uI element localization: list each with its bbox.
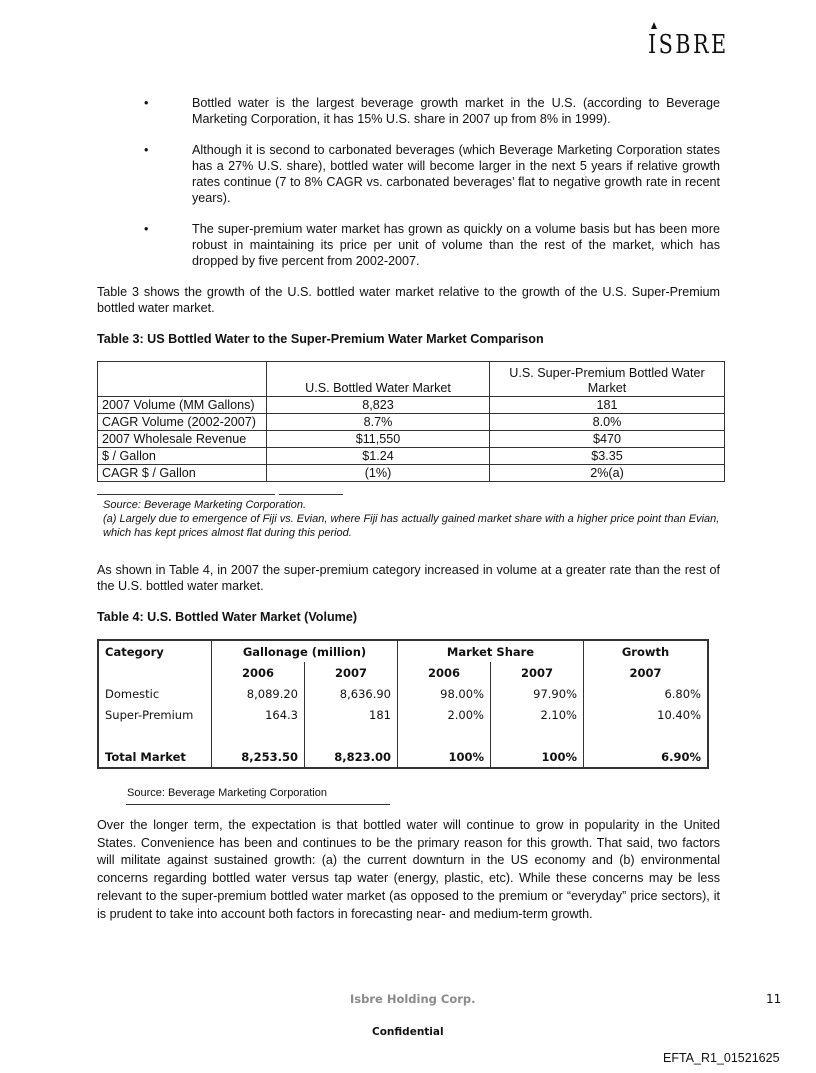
cell-gal-2007: 181 [305,704,398,725]
page-content [97,95,720,923]
table4-title: Table 4: U.S. Bottled Water Market (Volume) [97,610,358,624]
table3 [97,361,725,482]
table3-header-blank [98,362,267,397]
bullet-list [97,95,720,269]
header-gallonage: Gallonage (million) [212,640,398,662]
bullet-item [97,95,720,127]
row-label: CAGR Volume (2002-2007) [98,414,267,431]
cell-gal-2007: 8,823.00 [305,746,398,768]
header-growth-2007: 2007 [629,665,662,680]
bullet-marker: • [144,143,149,157]
header-gal-2006: 2006 [241,665,274,680]
blank-cell [98,662,212,683]
spacer-cell [491,725,584,746]
row-category: Super-Premium [98,704,212,725]
paragraph-outlook: Over the longer term, the expectation is that bottled water will continue to grow in popularity in the United States. Convenience has been and continues to be the primary reason for this growth. That said, two factors will militate against sustained growth: (a) the current downturn in the US economy and (b) environmental concerns regarding bottled water versus tap water (energy, plastic, etc). While these concerns may be less relevant to the super-premium bottled water market (as opposed to the premium or “everyday” price sectors), it is prudent to take into account both factors in forecasting near- and medium-term growth. [97,818,720,921]
table3-header-row [98,362,725,397]
table-row [98,465,725,482]
table-row [98,431,725,448]
header-market-share: Market Share [398,640,584,662]
cell-share-2006: 100% [448,749,484,764]
table-row-total [98,746,708,768]
cell-growth-2007: 6.80% [664,686,701,701]
bullet-marker: • [144,222,149,236]
row-label: 2007 Volume (MM Gallons) [98,397,267,414]
cell-market: $11,550 [267,431,490,448]
cell-share-2006: 98.00% [440,686,484,701]
logo-text: ISBRE [648,30,729,60]
table-row [98,448,725,465]
row-label: $ / Gallon [98,448,267,465]
cell-growth-2007: 6.90% [661,749,701,764]
table-row [98,704,708,725]
spacer-cell [584,725,709,746]
cell-gal-2006: 8,253.50 [241,749,298,764]
cell-super-premium: 2%(a) [490,465,725,482]
bullet-text: The super-premium water market has grown as quickly on a volume basis but has been more robust in maintaining its price per unit of volume than the rest of the market, which has dropped by five percent from 2002-2007. [192,222,720,268]
cell-share-2007: 97.90% [491,683,584,704]
row-category: Domestic [98,683,212,704]
bullet-marker: • [144,96,149,110]
bullet-text: Although it is second to carbonated beverages (which Beverage Marketing Corporation states has a 27% U.S. share), bottled water will become larger in the next 5 years if relative growth rates continue (7 to 8% CAGR vs. carbonated beverages’ flat to negative growth rate in recent years). [192,143,720,205]
cell-market: (1%) [267,465,490,482]
spacer-cell [212,725,305,746]
divider [279,494,343,495]
spacer-cell [98,725,212,746]
table-row [98,397,725,414]
header-gal-2007: 2007 [305,662,398,683]
header-growth: Growth [621,644,670,659]
cell-super-premium: 8.0% [490,414,725,431]
document-id: EFTA_R1_01521625 [663,1051,780,1065]
footer-company: Isbre Holding Corp. [350,992,476,1006]
bullet-item [97,221,720,269]
row-category: Total Market [98,746,212,768]
header-share-2006: 2006 [427,665,460,680]
paragraph-table4-intro: As shown in Table 4, in 2007 the super-premium category increased in volume at a greater rate than the rest of the U.S. bottled water market. [97,563,720,593]
divider [97,494,275,495]
table3-title: Table 3: US Bottled Water to the Super-Premium Water Market Comparison [97,332,544,346]
bullet-item [97,142,720,206]
row-label: CAGR $ / Gallon [98,465,267,482]
spacer-cell [398,725,491,746]
cell-super-premium: 181 [490,397,725,414]
confidential-label: Confidential [372,1026,444,1038]
table4 [97,639,709,769]
divider [126,804,390,805]
table4-group-header-row [98,640,708,662]
table3-header-market: U.S. Bottled Water Market [267,362,490,397]
header-category: Category [98,640,212,662]
table4-sub-header-row [98,662,708,683]
table-row-spacer [98,725,708,746]
isbre-logo [648,18,729,68]
cell-growth-2007: 10.40% [657,707,701,722]
cell-market: 8.7% [267,414,490,431]
table3-source: Source: Beverage Marketing Corporation. [103,499,306,511]
table-row [98,414,725,431]
table4-source: Source: Beverage Marketing Corporation [127,787,327,799]
water-drop-icon [651,22,657,29]
table-row [98,683,708,704]
paragraph-table3-intro: Table 3 shows the growth of the U.S. bottled water market relative to the growth of the U.S. Super-Premium bottled water market. [97,285,720,315]
table3-header-super-premium: U.S. Super-Premium Bottled Water Market [490,362,725,397]
page-number: 11 [766,992,782,1006]
cell-gal-2007: 8,636.90 [305,683,398,704]
spacer-cell [305,725,398,746]
cell-share-2007: 100% [491,746,584,768]
cell-share-2007: 2.10% [491,704,584,725]
header-share-2007: 2007 [491,662,584,683]
table3-notes [97,498,720,540]
footnote-separator [97,486,720,496]
cell-super-premium: $3.35 [490,448,725,465]
cell-super-premium: $470 [490,431,725,448]
cell-market: 8,823 [267,397,490,414]
cell-market: $1.24 [267,448,490,465]
cell-share-2006: 2.00% [447,707,484,722]
bullet-text: Bottled water is the largest beverage growth market in the U.S. (according to Beverage Marketing Corporation, it has 15% U.S. share in 2007 up from 8% in 1999). [192,96,720,126]
cell-gal-2006: 8,089.20 [246,686,298,701]
table3-footnote: (a) Largely due to emergence of Fiji vs. Evian, where Fiji has actually gained market share with a higher price point than Evian, which has kept prices almost flat during this period. [103,513,720,539]
row-label: 2007 Wholesale Revenue [98,431,267,448]
cell-gal-2006: 164.3 [265,707,298,722]
